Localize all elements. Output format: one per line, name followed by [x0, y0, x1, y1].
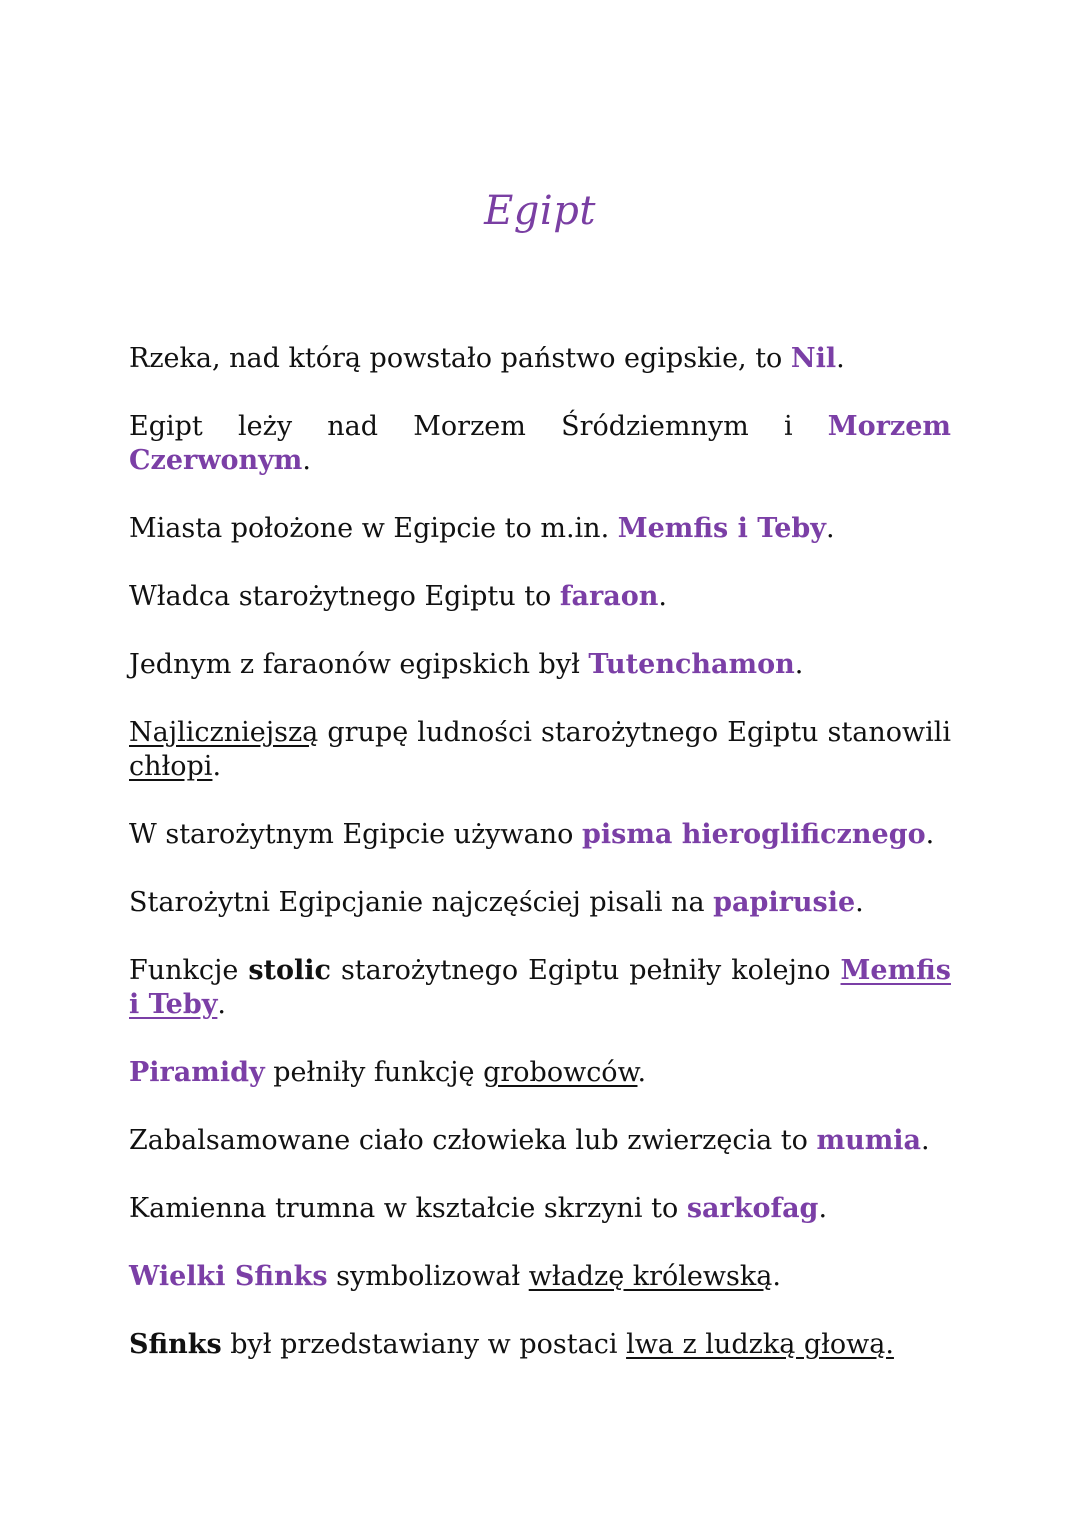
- sentence-text: Władca starożytnego Egiptu to: [129, 581, 560, 612]
- underlined-term: Najliczniejszą: [129, 717, 319, 748]
- sentence-population: [129, 716, 951, 784]
- sentence-capitals: [129, 954, 951, 1022]
- sentence-punct: .: [302, 445, 311, 476]
- sentence-text: W starożytnym Egipcie używano: [129, 819, 582, 850]
- answer-highlight: faraon: [559, 581, 659, 612]
- sentence-text: Funkcje: [129, 955, 249, 986]
- sentence-pharaoh: [129, 648, 951, 682]
- sentence-punct: .: [637, 1057, 647, 1088]
- underlined-term: lwa z ludzką głową.: [626, 1329, 894, 1360]
- answer-highlight: Nil: [790, 343, 837, 374]
- sentence-ruler: [129, 580, 951, 614]
- sentence-pyramids: [129, 1056, 951, 1090]
- answer-highlight: pisma hieroglificznego: [582, 819, 926, 850]
- sentence-text: Kamienna trumna w kształcie skrzyni to: [129, 1193, 687, 1224]
- underlined-term: chłopi: [129, 751, 213, 782]
- sentence-text: Starożytni Egipcjanie najczęściej pisali na: [129, 887, 714, 918]
- answer-highlight: Tutenchamon: [588, 649, 795, 680]
- sentence-punct: .: [855, 887, 864, 918]
- sentence-text: Zabalsamowane ciało człowieka lub zwierzęcia to: [129, 1125, 817, 1156]
- sentence-river: [129, 342, 951, 376]
- underlined-term: grobowców: [483, 1057, 638, 1088]
- sentence-text: pełniły funkcję: [264, 1057, 484, 1088]
- bold-term: stolic: [248, 955, 331, 986]
- answer-highlight: mumia: [816, 1125, 922, 1156]
- answer-highlight: sarkofag: [686, 1193, 819, 1224]
- sentence-punct: .: [794, 649, 804, 680]
- sentence-text: grupę ludności starożytnego Egiptu stanowili: [318, 717, 951, 748]
- answer-highlight: Memfis i Teby: [129, 955, 951, 1020]
- notes-body: [129, 342, 951, 1396]
- answer-highlight: papirusie: [713, 887, 856, 918]
- underlined-term: władzę królewską: [528, 1261, 773, 1292]
- sentence-writing: [129, 818, 951, 852]
- sentence-punct: .: [826, 513, 835, 544]
- sentence-great-sphinx: [129, 1260, 951, 1294]
- answer-highlight: Memfis i Teby: [617, 513, 826, 544]
- page-title: Egipt: [484, 188, 596, 234]
- sentence-sphinx-form: [129, 1328, 951, 1362]
- sentence-sarcophagus: [129, 1192, 951, 1226]
- sentence-text: był przedstawiany w postaci: [221, 1329, 627, 1360]
- bold-term: Sfinks: [129, 1329, 222, 1360]
- sentence-mummy: [129, 1124, 951, 1158]
- sentence-cities: [129, 512, 951, 546]
- sentence-text: Rzeka, nad którą powstało państwo egipskie, to: [129, 343, 791, 374]
- sentence-text: Jednym z faraonów egipskich był: [129, 649, 589, 680]
- sentence-text: Egipt leży nad Morzem Śródziemnym i: [129, 411, 828, 442]
- sentence-text: Miasta położone w Egipcie to m.in.: [129, 513, 618, 544]
- sentence-punct: .: [925, 819, 935, 850]
- sentence-punct: .: [836, 343, 845, 374]
- answer-highlight: Piramidy: [129, 1057, 265, 1088]
- sentence-text: starożytnego Egiptu pełniły kolejno: [330, 955, 841, 986]
- sentence-punct: .: [818, 1193, 828, 1224]
- sentence-punct: .: [658, 581, 667, 612]
- answer-highlight: Wielki Sfinks: [129, 1261, 328, 1292]
- sentence-papyrus: [129, 886, 951, 920]
- sentence-punct: .: [772, 1261, 781, 1292]
- sentence-punct: .: [212, 751, 222, 782]
- sentence-text: symbolizował: [327, 1261, 529, 1292]
- answer-highlight: Morzem Czerwonym: [129, 411, 951, 476]
- sentence-punct: .: [217, 989, 226, 1020]
- sentence-punct: .: [921, 1125, 930, 1156]
- sentence-seas: [129, 410, 951, 478]
